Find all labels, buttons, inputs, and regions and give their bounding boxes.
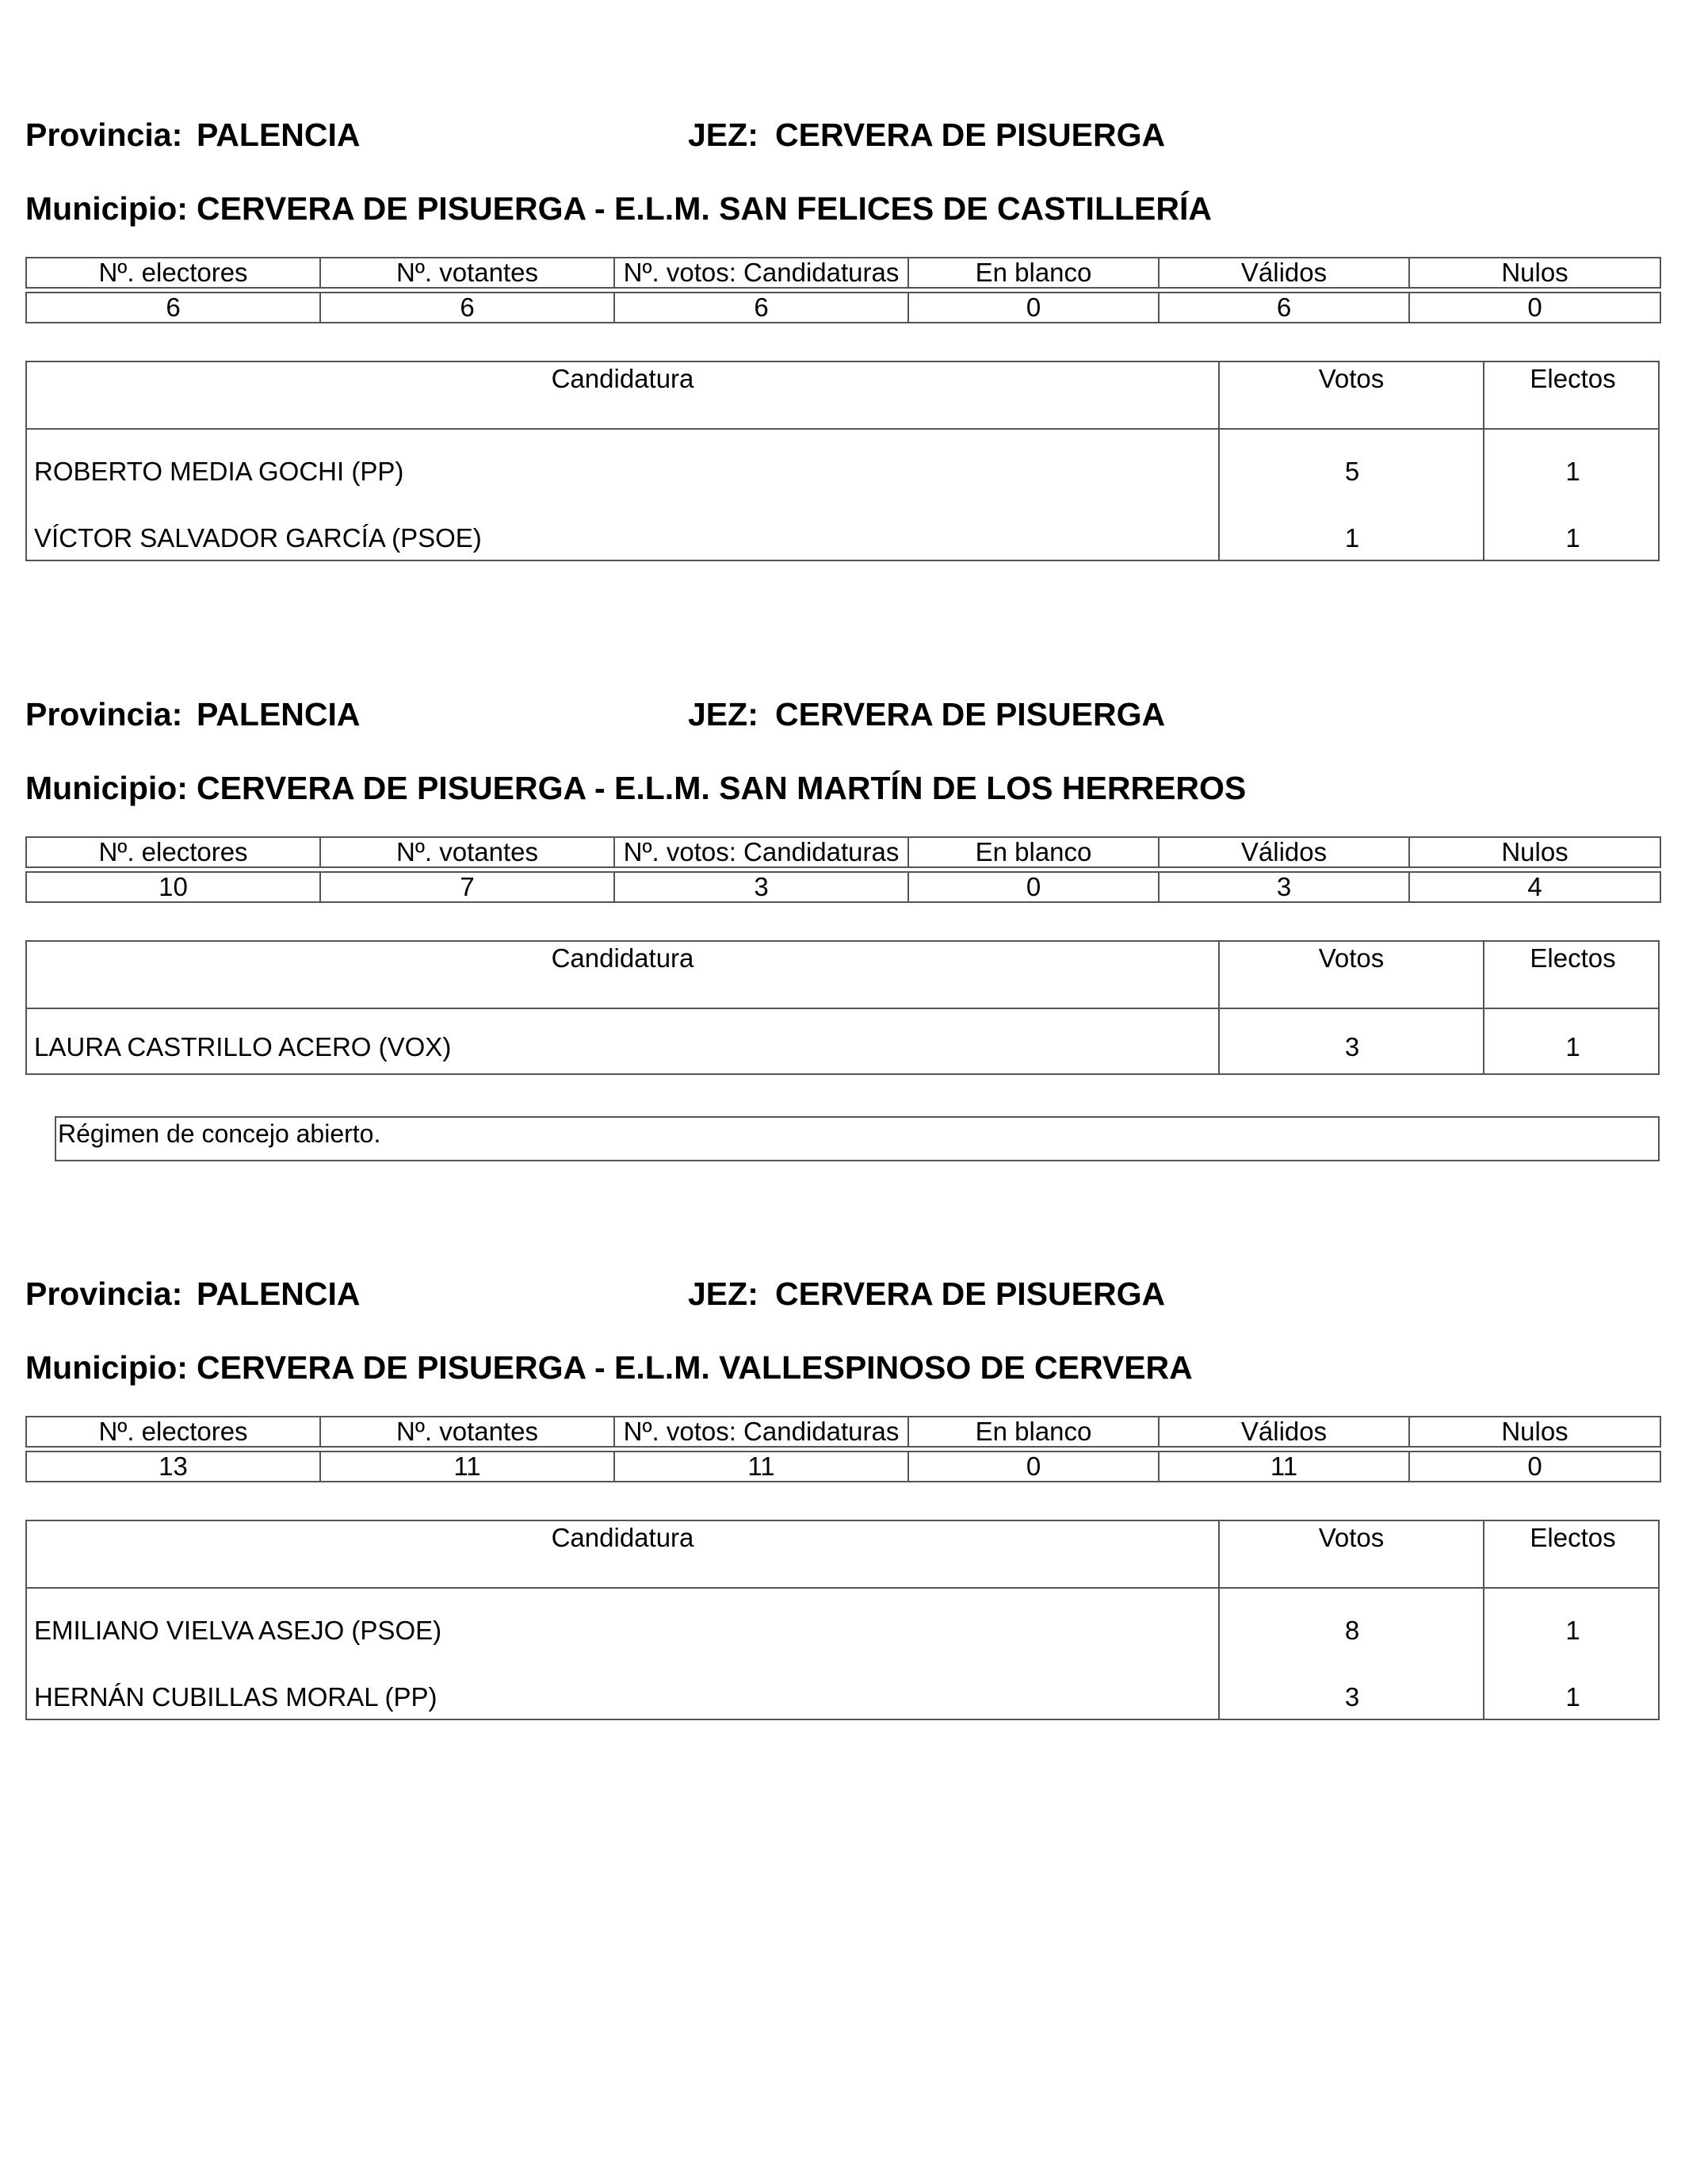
municipio-label: Municipio: <box>25 190 188 227</box>
candidate-name: VÍCTOR SALVADOR GARCÍA (PSOE) <box>34 523 482 553</box>
candidates-table <box>25 361 1660 561</box>
candidate-electos: 1 <box>1565 1682 1580 1712</box>
stats-table <box>25 257 1661 323</box>
stats-value-validos: 11 <box>1159 1452 1409 1482</box>
candidate-electos: 1 <box>1565 523 1580 553</box>
provincia-label: Provincia: <box>25 117 183 153</box>
votos-header: Votos <box>1318 943 1385 973</box>
stats-header-votos-candidaturas: Nº. votos: Candidaturas <box>614 258 908 288</box>
stats-header-validos: Válidos <box>1159 258 1409 288</box>
stats-header-en-blanco: En blanco <box>908 1417 1159 1447</box>
stats-header-validos: Válidos <box>1159 1417 1409 1447</box>
candidate-electos: 1 <box>1565 1032 1580 1061</box>
jez-label: JEZ: <box>688 117 758 153</box>
municipio-label: Municipio: <box>25 1349 188 1386</box>
stats-table <box>25 1416 1661 1482</box>
stats-value-row <box>26 872 1660 902</box>
candidates-header-row <box>27 1521 1658 1589</box>
stats-header-nulos: Nulos <box>1409 837 1660 867</box>
jez-value: CERVERA DE PISUERGA <box>775 696 1166 732</box>
note-box <box>55 1116 1660 1161</box>
stats-header-votantes: Nº. votantes <box>320 837 614 867</box>
stats-header-row <box>26 1417 1660 1447</box>
electos-header: Electos <box>1530 364 1616 393</box>
provincia-value: PALENCIA <box>197 1276 361 1312</box>
municipio-value: CERVERA DE PISUERGA - E.L.M. SAN FELICES DE CASTILLERÍA <box>197 190 1212 227</box>
stats-header-validos: Válidos <box>1159 837 1409 867</box>
electos-header: Electos <box>1530 943 1616 973</box>
jez-label: JEZ: <box>688 1276 758 1312</box>
provincia-label: Provincia: <box>25 696 183 732</box>
stats-header-row <box>26 837 1660 867</box>
stats-header-nulos: Nulos <box>1409 258 1660 288</box>
stats-value-nulos: 0 <box>1409 293 1660 323</box>
stats-value-electores: 13 <box>26 1452 320 1482</box>
candidate-name: ROBERTO MEDIA GOCHI (PP) <box>34 457 404 486</box>
votos-header: Votos <box>1318 1523 1385 1552</box>
candidate-electos: 1 <box>1565 1616 1580 1645</box>
municipio-value: CERVERA DE PISUERGA - E.L.M. VALLESPINOSO DE CERVERA <box>197 1349 1193 1386</box>
municipio-label: Municipio: <box>25 770 188 806</box>
stats-value-electores: 6 <box>26 293 320 323</box>
stats-value-votos-candidaturas: 3 <box>614 872 908 902</box>
stats-header-electores: Nº. electores <box>26 258 320 288</box>
stats-header-electores: Nº. electores <box>26 837 320 867</box>
stats-header-votantes: Nº. votantes <box>320 258 614 288</box>
candidate-votos: 1 <box>1344 523 1360 553</box>
stats-header-en-blanco: En blanco <box>908 837 1159 867</box>
candidates-table <box>25 1520 1660 1720</box>
stats-header-votantes: Nº. votantes <box>320 1417 614 1447</box>
provincia-value: PALENCIA <box>197 696 361 732</box>
note-text: Régimen de concejo abierto. <box>58 1119 381 1148</box>
jez-value: CERVERA DE PISUERGA <box>775 1276 1166 1312</box>
candidate-votos: 3 <box>1344 1682 1360 1712</box>
candidatura-header: Candidatura <box>551 1523 694 1552</box>
candidate-name: LAURA CASTRILLO ACERO (VOX) <box>34 1032 452 1061</box>
stats-header-votos-candidaturas: Nº. votos: Candidaturas <box>614 1417 908 1447</box>
candidatura-header: Candidatura <box>551 943 694 973</box>
candidate-name: HERNÁN CUBILLAS MORAL (PP) <box>34 1682 437 1712</box>
stats-header-en-blanco: En blanco <box>908 258 1159 288</box>
candidates-header-row <box>27 942 1658 1009</box>
stats-header-votos-candidaturas: Nº. votos: Candidaturas <box>614 837 908 867</box>
stats-value-en-blanco: 0 <box>908 293 1159 323</box>
stats-value-en-blanco: 0 <box>908 872 1159 902</box>
stats-value-nulos: 4 <box>1409 872 1660 902</box>
stats-table <box>25 836 1661 903</box>
candidates-header-row <box>27 362 1658 430</box>
jez-value: CERVERA DE PISUERGA <box>775 117 1166 153</box>
candidates-table <box>25 940 1660 1075</box>
jez-label: JEZ: <box>688 696 758 732</box>
stats-value-votantes: 6 <box>320 293 614 323</box>
candidate-name: EMILIANO VIELVA ASEJO (PSOE) <box>34 1616 442 1645</box>
stats-header-row <box>26 258 1660 288</box>
stats-value-votantes: 11 <box>320 1452 614 1482</box>
stats-value-validos: 6 <box>1159 293 1409 323</box>
votos-header: Votos <box>1318 364 1385 393</box>
stats-value-row <box>26 293 1660 323</box>
stats-value-votos-candidaturas: 6 <box>614 293 908 323</box>
candidatura-header: Candidatura <box>551 364 694 393</box>
stats-value-votantes: 7 <box>320 872 614 902</box>
stats-header-nulos: Nulos <box>1409 1417 1660 1447</box>
electos-header: Electos <box>1530 1523 1616 1552</box>
candidate-votos: 8 <box>1344 1616 1360 1645</box>
stats-value-votos-candidaturas: 11 <box>614 1452 908 1482</box>
stats-value-validos: 3 <box>1159 872 1409 902</box>
municipio-value: CERVERA DE PISUERGA - E.L.M. SAN MARTÍN DE LOS HERREROS <box>197 770 1247 806</box>
provincia-label: Provincia: <box>25 1276 183 1312</box>
candidate-electos: 1 <box>1565 457 1580 486</box>
stats-value-electores: 10 <box>26 872 320 902</box>
candidate-votos: 3 <box>1344 1032 1360 1061</box>
stats-header-electores: Nº. electores <box>26 1417 320 1447</box>
stats-value-row <box>26 1452 1660 1482</box>
stats-value-en-blanco: 0 <box>908 1452 1159 1482</box>
candidate-votos: 5 <box>1344 457 1360 486</box>
provincia-value: PALENCIA <box>197 117 361 153</box>
stats-value-nulos: 0 <box>1409 1452 1660 1482</box>
